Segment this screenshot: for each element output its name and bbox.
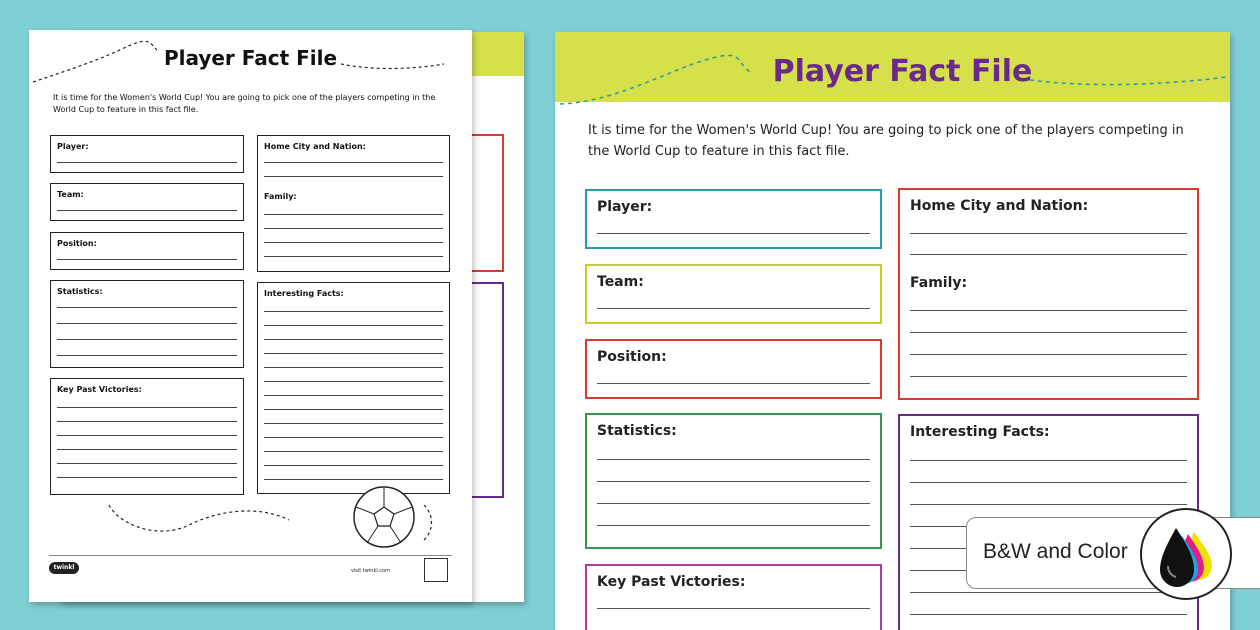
bw-home-city-label: Home City and Nation: xyxy=(264,142,366,151)
bw-write-line xyxy=(57,477,237,478)
color-write-line xyxy=(910,354,1187,355)
color-home-city-label: Home City and Nation: xyxy=(910,198,1089,214)
bw-position-box xyxy=(50,232,244,270)
bw-write-line xyxy=(57,259,237,260)
color-team-box xyxy=(585,264,882,324)
bw-write-line xyxy=(264,395,443,396)
bw-sheet xyxy=(29,30,472,602)
color-write-line xyxy=(910,460,1187,461)
color-player-box xyxy=(585,189,882,249)
bw-write-line xyxy=(264,409,443,410)
bw-write-line xyxy=(264,451,443,452)
color-write-line xyxy=(597,383,870,384)
bw-interesting-facts-box xyxy=(257,282,450,494)
color-write-line xyxy=(597,503,870,504)
badge-label: B&W and Color xyxy=(983,540,1128,563)
bw-write-line xyxy=(264,325,443,326)
bw-write-line xyxy=(57,463,237,464)
bw-quality-badge-icon xyxy=(424,558,448,582)
color-statistics-label: Statistics: xyxy=(597,423,677,439)
soccer-ball-icon xyxy=(99,485,449,555)
bw-write-line xyxy=(57,449,237,450)
bw-write-line xyxy=(264,228,443,229)
bw-write-line xyxy=(264,176,443,177)
bw-write-line xyxy=(57,307,237,308)
bw-statistics-box xyxy=(50,280,244,368)
bw-home-city-box xyxy=(257,135,450,272)
color-write-line xyxy=(597,525,870,526)
bw-key-past-victories-box xyxy=(50,378,244,495)
bw-team-box xyxy=(50,183,244,221)
bw-write-line xyxy=(57,210,237,211)
bw-player-box xyxy=(50,135,244,173)
bw-write-line xyxy=(57,435,237,436)
bw-write-line xyxy=(57,323,237,324)
bw-write-line xyxy=(264,437,443,438)
color-key-past-victories-box xyxy=(585,564,882,630)
bw-write-line xyxy=(264,311,443,312)
color-write-line xyxy=(597,608,870,609)
color-write-line xyxy=(910,376,1187,377)
bw-interesting-facts-label: Interesting Facts: xyxy=(264,289,344,298)
color-write-line xyxy=(597,459,870,460)
color-write-line xyxy=(597,233,870,234)
bw-write-line xyxy=(264,214,443,215)
color-write-line xyxy=(910,310,1187,311)
color-interesting-facts-label: Interesting Facts: xyxy=(910,424,1050,440)
color-position-label: Position: xyxy=(597,349,667,365)
bw-write-line xyxy=(264,381,443,382)
color-write-line xyxy=(910,332,1187,333)
bw-write-line xyxy=(264,339,443,340)
bw-write-line xyxy=(57,407,237,408)
bw-key-past-victories-label: Key Past Victories: xyxy=(57,385,142,394)
bw-write-line xyxy=(57,162,237,163)
color-family-label: Family: xyxy=(910,275,968,291)
color-key-past-victories-label: Key Past Victories: xyxy=(597,574,746,590)
color-write-line xyxy=(910,254,1187,255)
bw-position-label: Position: xyxy=(57,239,97,248)
bw-write-line xyxy=(57,355,237,356)
color-write-line xyxy=(910,233,1187,234)
color-player-label: Player: xyxy=(597,199,653,215)
bw-write-line xyxy=(57,421,237,422)
color-write-line xyxy=(597,308,870,309)
bw-team-label: Team: xyxy=(57,190,84,199)
bw-write-line xyxy=(264,256,443,257)
bw-write-line xyxy=(264,242,443,243)
bw-title: Player Fact File xyxy=(163,46,338,70)
color-statistics-box xyxy=(585,413,882,549)
bw-player-label: Player: xyxy=(57,142,89,151)
color-home-city-box xyxy=(898,188,1199,400)
bw-intro: It is time for the Women's World Cup! You are going to pick one of the players competing in the World Cup to feature in this fact file. xyxy=(53,93,436,114)
bw-statistics-label: Statistics: xyxy=(57,287,103,296)
bw-write-line xyxy=(264,479,443,480)
color-team-label: Team: xyxy=(597,274,644,290)
bw-write-line xyxy=(57,339,237,340)
ink-drops-icon xyxy=(1140,508,1232,600)
color-title: Player Fact File xyxy=(772,54,1033,89)
bw-visit-text: visit twinkl.com xyxy=(350,568,390,574)
color-write-line xyxy=(910,482,1187,483)
color-position-box xyxy=(585,339,882,399)
color-write-line xyxy=(910,504,1187,505)
bw-write-line xyxy=(264,465,443,466)
color-write-line xyxy=(597,481,870,482)
bw-write-line xyxy=(264,367,443,368)
bw-family-label: Family: xyxy=(264,192,297,201)
color-write-line xyxy=(910,614,1187,615)
twinkl-logo: twinkl xyxy=(49,562,79,574)
bw-footer-divider xyxy=(49,555,452,556)
color-intro: It is time for the Women's World Cup! You are going to pick one of the players competing in the World Cup to feature in this fact file. xyxy=(588,123,1184,159)
bw-write-line xyxy=(264,423,443,424)
bw-write-line xyxy=(264,162,443,163)
bw-write-line xyxy=(264,353,443,354)
